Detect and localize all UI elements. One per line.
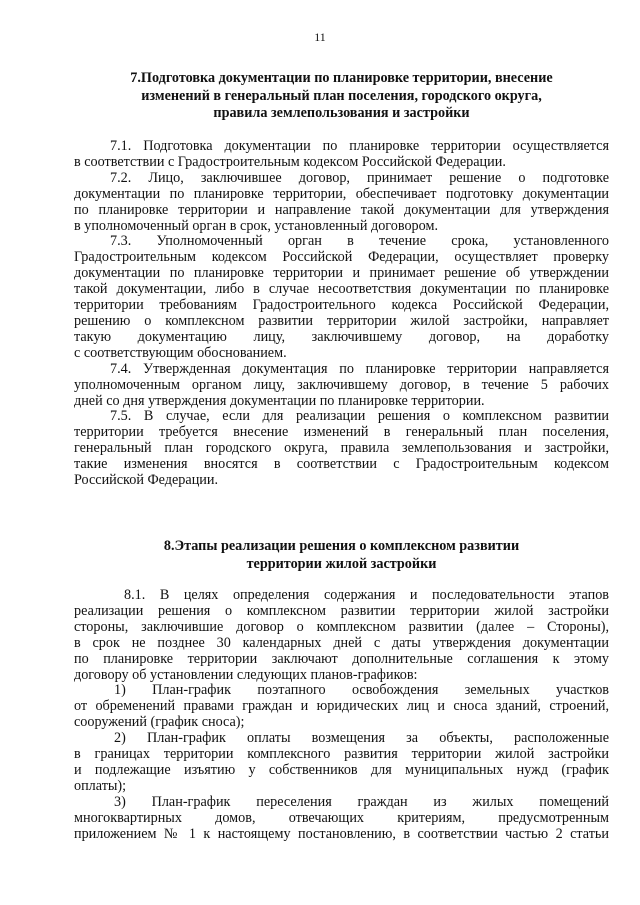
section-7-heading-line: правила землепользования и застройки [213,105,470,121]
section-7-heading [74,70,609,123]
text-line: 7.1. Подготовка документации по планировке территории осуществляется [110,138,609,154]
text-line: 8.1. В целях определения содержания и последовательности этапов [124,587,609,603]
text-line: такой документации, либо в случае несоответствия документации по планировке [74,281,609,298]
text-line: оплаты); [74,777,127,794]
section-7-body [74,139,609,489]
text-line: 3) План-график переселения граждан из жилых помещений [114,793,609,810]
text-line: территории требованиям Градостроительного кодекса Российской Федерации, [74,297,609,314]
text-line: такую документацию лицу, заключившему договор, на доработку [74,328,609,345]
text-line: Российской Федерации. [74,472,219,489]
section-8-heading [74,538,609,573]
text-line: стороны, заключившие договор о комплексном развитии (далее – Стороны), [74,618,609,635]
text-line: договору об установлении следующих планов-графиков: [74,666,418,683]
text-line: по планировке территории и направление такой документации для утверждения [74,201,609,218]
text-line: от обременений правами граждан и юридических лиц и сноса зданий, строений, [74,698,609,715]
section-7-heading-line: изменений в генеральный план поселения, городского округа, [141,87,542,104]
text-line: 7.5. В случае, если для реализации решения о комплексном развитии [110,408,609,425]
text-line: реализации решения о комплексном развитии территории жилой застройки [74,602,609,619]
text-line: по планировке территории заключают дополнительные соглашения к этому [74,650,609,667]
text-line: в уполномоченный орган в срок, установленный договором. [74,217,438,234]
text-line: 7.4. Утвержденная документация по планировке территории направляется [110,360,609,377]
text-line: сооружений (график сноса); [74,714,245,731]
section-8-body [74,588,609,843]
text-line: уполномоченным органом лицу, заключившему договор, в течение 5 рабочих [74,376,609,393]
text-line: 7.3. Уполномоченный орган в течение срока, установленного [110,233,609,250]
text-line: 1) План-график поэтапного освобождения земельных участков [114,682,609,699]
text-line: документации по планировке территории, обеспечивает подготовку документации [74,185,609,202]
text-line: приложением № 1 к настоящему постановлению, в соответствии частью 2 статьи [74,825,609,842]
text-line: Градостроительным кодексом Российской Федерации, осуществляет проверку [74,249,609,266]
section-8-heading-line: 8.Этапы реализации решения о комплексном развитии [163,538,520,554]
section-8-heading-line: территории жилой застройки [246,555,437,572]
text-line: дней со дня утверждения документации по планировке территории. [74,392,485,409]
section-7-heading-line: 7.Подготовка документации по планировке территории, внесение [130,70,553,86]
text-line: в срок не позднее 30 календарных дней с даты утверждения документации [74,634,609,651]
text-line: в границах территории комплексного развития территории жилой застройки [74,746,609,763]
text-line: в соответствии с Градостроительным кодексом Российской Федерации. [74,153,506,170]
text-line: такие изменения вносятся в соответствии с Градостроительным кодексом [74,456,609,473]
text-line: 7.2. Лицо, заключившее договор, принимает решение о подготовке [110,169,609,186]
text-line: 2) План-график оплаты возмещения за объекты, расположенные [114,730,609,747]
text-line: решению о комплексном развитии территории жилой застройки, направляет [74,312,609,329]
text-line: генеральный план городского округа, правила землепользования и застройки, [74,440,609,457]
page-number: 11 [314,30,326,44]
text-line: многоквартирных домов, отвечающих критериям, предусмотренным [74,809,609,826]
text-line: с соответствующим обоснованием. [74,344,287,361]
text-line: документации по планировке территории и принимает решение об утверждении [74,265,609,282]
text-line: территории требуется внесение изменений в генеральный план поселения, [74,424,609,441]
text-line: и подлежащие изъятию у собственников для муниципальных нужд (график [74,761,609,778]
